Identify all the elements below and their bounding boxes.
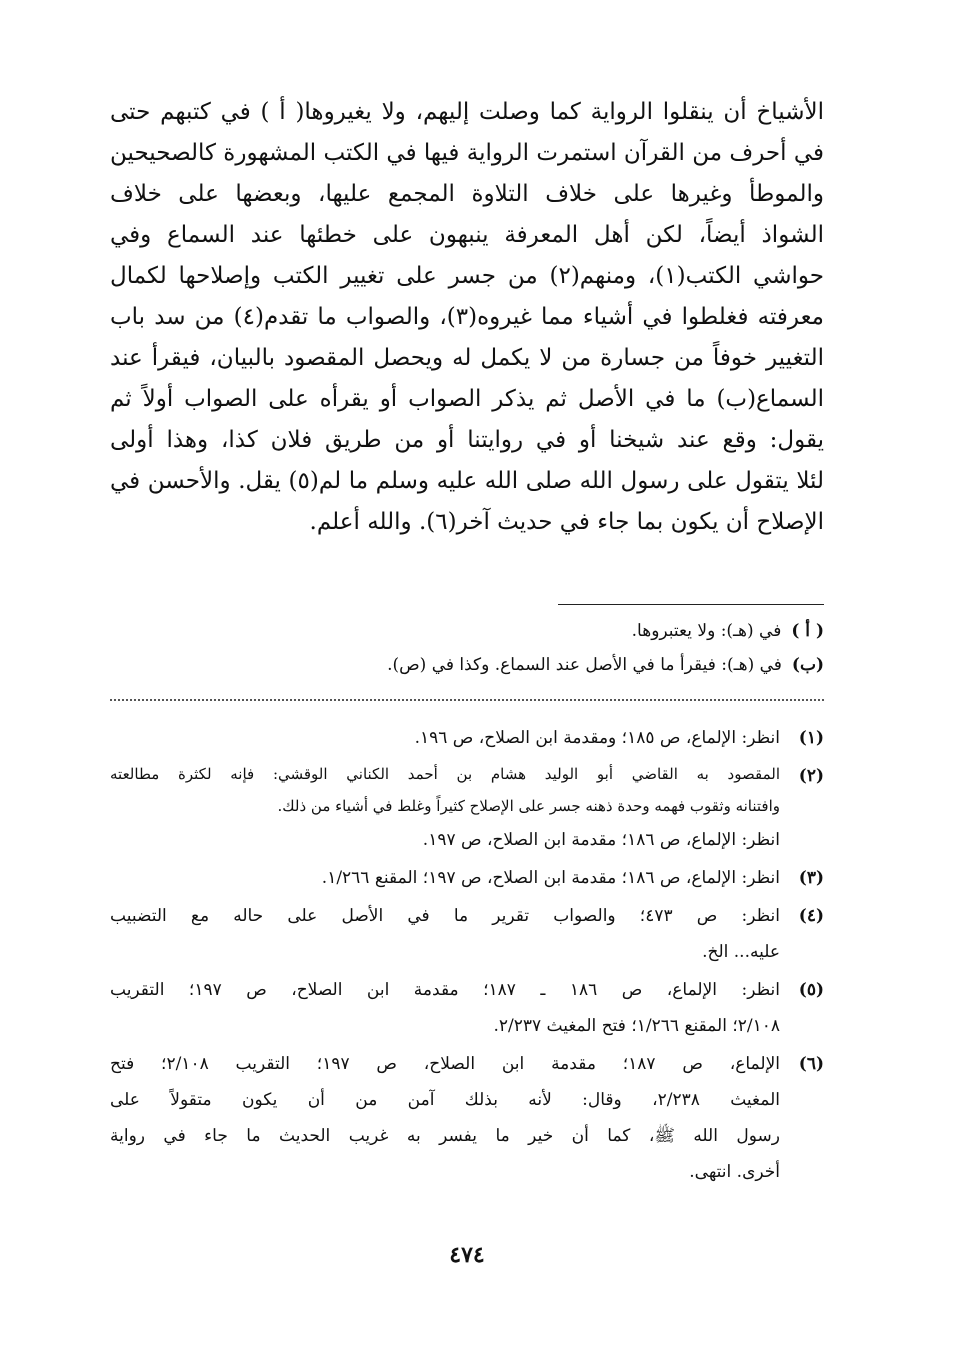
variant-note-mark: (ب) [791,655,824,675]
footnote [110,1046,824,1190]
main-text-line: يقول: وقع عند شيخنا أو في روايتنا أو من طريق فلان كذا، وهذا أولى [110,427,824,453]
footnote-line: انظر: ص ٤٧٣؛ والصواب تقرير ما في الأصل على حاله مع التضبيب [110,906,780,926]
footnote-line: ٢/١٠٨؛ المقنع ١/٢٦٦؛ فتح المغيث ٢/٢٣٧. [493,1016,780,1036]
main-text-line: لئلا يتقول على رسول الله صلى الله عليه وسلم ما لم(٥) يقل. والأحسن في [110,468,824,494]
footnote-mark: (٥) [798,980,824,1000]
footnote [110,860,824,896]
main-text [110,92,824,543]
footnote-mark: (٢) [798,766,824,786]
footnotes [110,720,824,1192]
footnote-line: المغيث ٢/٢٣٨، وقال: لأنه بذلك آمن من أن يكون متقولاً على [110,1090,780,1110]
main-text-line: حواشي الكتب(١)، ومنهم(٢) من جسر على تغيير الكتب وإصلاحها لكمال [110,263,824,289]
dotted-separator [110,699,824,701]
footnote-line: انظر: الإلماع، ص ١٨٦ ـ ١٨٧؛ مقدمة ابن الصلاح، ص ١٩٧؛ التقريب [110,980,780,1000]
footnote-line: أخرى. انتهى. [689,1162,780,1182]
main-text-line: الأشياخ أن ينقلوا الرواية كما وصلت إليهم، ولا يغيروها( أ ) في كتبهم حتى [110,99,824,125]
variant-note-text: في (هـ): ولا يعتبروها. [631,621,782,641]
footnote [110,972,824,1044]
variant-note [110,614,824,648]
footnote-mark: (٣) [798,868,824,888]
variant-notes [110,614,824,682]
footnote [110,898,824,970]
main-text-line: التغيير خوفاً من جسارة من لا يكمل له ويحصل المقصود بالبيان، فيقرأ عند [110,345,824,371]
page-number: ٤٧٤ [449,1242,485,1268]
footnote-line: انظر: الإلماع، ص ١٨٥؛ ومقدمة ابن الصلاح، ص ١٩٦. [414,728,780,748]
footnote-mark: (٤) [798,906,824,926]
variant-note-text: في (هـ): فيقرأ ما في الأصل عند السماع. وكذا في (ص). [387,655,782,675]
main-text-line: الإصلاح أن يكون بما جاء في حديث آخر(٦). والله أعلم. [309,509,824,535]
main-text-line: والموطأ وغيرها على خلاف التلاوة المجمع عليها، وبعضها على خلاف [110,181,824,207]
variant-note-mark: ( أ ) [791,621,824,641]
footnote-line: انظر: الإلماع، ص ١٨٦؛ مقدمة ابن الصلاح، ص ١٩٧؛ المقنع ١/٢٦٦. [321,868,780,888]
footnote-line: المقصود به القاضي أبو الوليد هشام بن أحمد الكناني الوقشي: فإنه لكثرة مطالعته [110,765,780,783]
main-text-line: السماع(ب) ما في الأصل ثم يذكر الصواب أو يقرأه على الصواب أولاً ثم [110,386,824,412]
footnote-line: الإلماع، ص ١٨٧؛ مقدمة ابن الصلاح، ص ١٩٧؛ التقريب ٢/١٠٨؛ فتح [110,1054,780,1074]
book-page [110,92,824,1292]
variant-note [110,648,824,682]
footnote-divider [558,604,824,605]
main-text-line: في أحرف من القرآن استمرت الرواية فيها في الكتب المشهورة كالصحيحين [110,140,824,166]
main-text-line: الشواذ أيضاً، لكن أهل المعرفة ينبهون على خطئها عند السماع وفي [110,222,824,248]
footnote-mark: (١) [798,728,824,748]
footnote [110,758,824,858]
main-text-line: معرفته فغلطوا في أشياء مما غيروه(٣)، والصواب ما تقدم(٤) من سد باب [110,304,825,330]
footnote-line: وافتنانه وثقوب فهمه وحدة ذهنه جسر على الإصلاح كثيراً وغلط في أشياء من ذلك. [277,797,780,815]
footnote [110,720,824,756]
footnote-line: انظر: الإلماع، ص ١٨٦؛ مقدمة ابن الصلاح، ص ١٩٧. [422,830,780,850]
footnote-line: رسول الله ﷺ، كما أن خير ما يفسر به غريب الحديث ما جاء في رواية [110,1126,780,1146]
footnote-mark: (٦) [798,1054,824,1074]
footnote-line: عليه... الخ. [702,942,780,962]
